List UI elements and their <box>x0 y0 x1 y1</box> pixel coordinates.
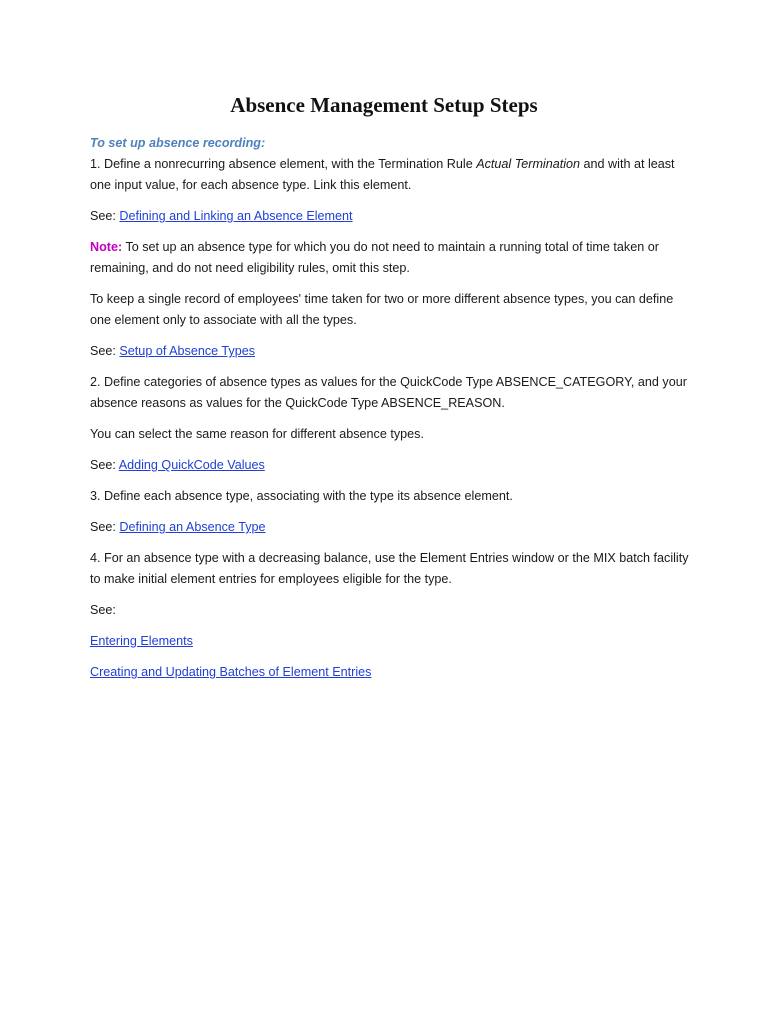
see-label-standalone: See: <box>90 603 116 617</box>
see-label: See: <box>90 344 120 358</box>
see-label: See: <box>90 520 120 534</box>
note-paragraph <box>90 237 690 279</box>
note-label: Note: <box>90 240 123 254</box>
link-entering-paragraph <box>90 631 690 652</box>
see-label: See: <box>90 209 120 223</box>
step-2: 2. Define categories of absence types as values for the QuickCode Type ABSENCE_CATEGORY, and your absence reasons as values for the QuickCode Type ABSENCE_REASON. <box>90 375 687 410</box>
step-1-post: and with at least one input value, for each absence type. Link this element. <box>90 157 675 192</box>
see-setup-types <box>90 341 690 362</box>
termination-rule-name: Actual Termination <box>476 157 581 171</box>
document-body <box>90 133 690 693</box>
subheading <box>90 133 690 154</box>
see-defining-linking <box>90 206 690 227</box>
step-1 <box>90 154 690 196</box>
single-record-paragraph: To keep a single record of employees' time taken for two or more different absence types, you can define one element only to associate with all the types. <box>90 292 674 327</box>
step-4: 4. For an absence type with a decreasing balance, use the Element Entries window or the MIX batch facility to make initial element entries for employees eligible for the type. <box>90 551 689 586</box>
subheading-text: To set up absence recording: <box>90 136 266 150</box>
same-reason-paragraph: You can select the same reason for different absence types. <box>90 427 424 441</box>
see-label: See: <box>90 458 119 472</box>
link-defining-an-absence-type[interactable]: Defining an Absence Type <box>119 520 266 534</box>
note-text: To set up an absence type for which you do not need to maintain a running total of time taken or remaining, and do not need eligibility rules, omit this step. <box>90 240 659 275</box>
link-batches-paragraph <box>90 662 690 683</box>
step-1-pre: 1. Define a nonrecurring absence element, with the Termination Rule <box>90 157 477 171</box>
see-defining-type <box>90 517 690 538</box>
link-creating-updating-batches[interactable]: Creating and Updating Batches of Element Entries <box>90 665 372 679</box>
page-title: Absence Management Setup Steps <box>230 93 538 117</box>
link-entering-elements[interactable]: Entering Elements <box>90 634 193 648</box>
link-adding-quickcode-values[interactable]: Adding QuickCode Values <box>118 458 265 472</box>
link-setup-of-absence-types[interactable]: Setup of Absence Types <box>119 344 256 358</box>
link-defining-linking-absence-element[interactable]: Defining and Linking an Absence Element <box>119 209 353 223</box>
see-quickcode <box>90 455 690 476</box>
step-3: 3. Define each absence type, associating with the type its absence element. <box>90 489 513 503</box>
